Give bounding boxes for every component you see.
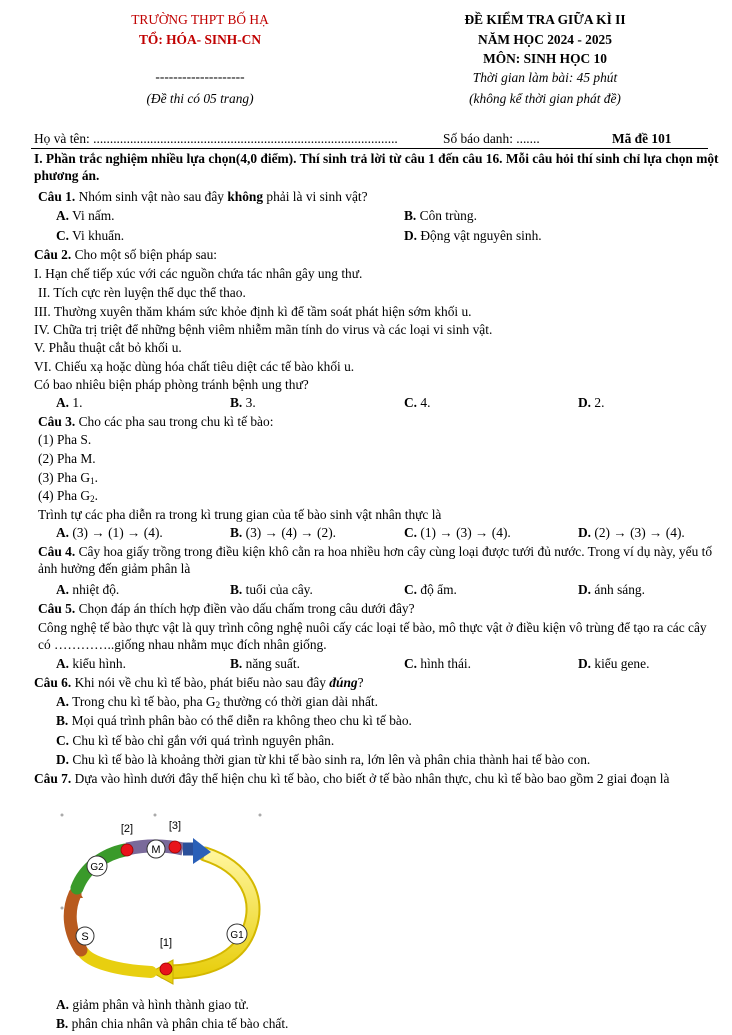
- q4-option-a: A. nhiệt độ.: [56, 582, 120, 597]
- corner-dot: [154, 814, 157, 817]
- phase-s-label: S: [81, 931, 89, 943]
- exam-title: ĐỀ KIỂM TRA GIỮA KÌ II: [464, 12, 626, 27]
- department: TỔ: HÓA- SINH-CN: [138, 32, 261, 47]
- divider-line: [31, 148, 708, 149]
- q2-item: III. Thường xuyên thăm khám sức khỏe định kì để tầm soát phát hiện sớm khối u.: [34, 304, 472, 319]
- corner-dot: [259, 814, 262, 817]
- subject: MÔN: SINH HỌC 10: [483, 51, 607, 66]
- question-7: Câu 7. Dựa vào hình dưới đây thể hiện chu kì tế bào, cho biết ở tế bào nhân thực, chu kì tế bào bao gồm 2 giai đoạn là: [34, 771, 670, 786]
- exam-code: Mã đề 101: [612, 131, 672, 146]
- label-3: [3]: [168, 820, 182, 832]
- q4-option-b: B. tuổi của cây.: [230, 582, 313, 597]
- student-name-field: Họ và tên: ...........................................................................................: [34, 131, 398, 146]
- header-dashes: --------------------: [155, 69, 245, 84]
- g1-arc-tail: [83, 952, 151, 972]
- q3-option-a: A. (3) → (1) → (4).: [56, 525, 163, 540]
- marker-2: [121, 844, 133, 856]
- label-2: [2]: [120, 823, 134, 835]
- q5-option-a: A. kiểu hình.: [56, 656, 126, 671]
- phase-g1-label: G1: [230, 930, 244, 941]
- q5-option-c: C. hình thái.: [404, 656, 471, 671]
- q2-option-d: D. 2.: [578, 395, 605, 410]
- pages-note: (Đề thi có 05 trang): [146, 91, 254, 106]
- cell-cycle-diagram: [55, 812, 270, 987]
- q5-option-b: B. năng suất.: [230, 656, 300, 671]
- duration: Thời gian làm bài: 45 phút: [472, 70, 618, 85]
- q3-item: (4) Pha $G_2$.: [38, 488, 98, 504]
- q2-item: II. Tích cực rèn luyện thể dục thể thao.: [38, 285, 246, 300]
- question-1: Câu 1. Nhóm sinh vật nào sau đây không phải là vi sinh vật?: [38, 189, 368, 204]
- q3-option-b: B. (3) → (4) → (2).: [230, 525, 337, 540]
- q1-option-b: B. Côn trùng.: [404, 208, 477, 223]
- question-4: Câu 4. Cây hoa giấy trồng trong điều kiện khô cằn ra hoa nhiều hơn cây cùng loại được tưới đủ nước. Trong ví dụ này, yếu tố ảnh hưởng đến giảm phân là: [38, 544, 713, 576]
- q1-option-d: D. Động vật nguyên sinh.: [404, 228, 542, 243]
- school-year: NĂM HỌC 2024 - 2025: [478, 32, 612, 47]
- q3-question: Trình tự các pha diễn ra trong kì trung gian của tế bào sinh vật nhân thực là: [38, 507, 442, 522]
- q4-option-c: C. độ ẩm.: [404, 582, 457, 597]
- q2-item: V. Phẫu thuật cắt bỏ khối u.: [34, 340, 182, 355]
- question-6: Câu 6. Khi nói về chu kì tế bào, phát biểu nào sau đây đúng?: [34, 675, 364, 690]
- q3-option-d: D. (2) → (3) → (4).: [578, 525, 685, 540]
- question-5: Câu 5. Chọn đáp án thích hợp điền vào dấu chấm trong câu dưới đây?: [38, 601, 415, 616]
- q2-option-b: B. 3.: [230, 395, 256, 410]
- q6-option-b: B. Mọi quá trình phân bào có thể diễn ra không theo chu kì tế bào.: [56, 713, 412, 728]
- q4-option-d: D. ánh sáng.: [578, 582, 645, 597]
- school-name: TRƯỜNG THPT BỐ HẠ: [131, 12, 269, 27]
- corner-dot: [61, 907, 64, 910]
- q6-option-c: C. Chu kì tế bào chỉ gắn với quá trình nguyên phân.: [56, 733, 335, 748]
- q3-item: (1) Pha S.: [38, 432, 92, 447]
- q2-item: VI. Chiếu xạ hoặc dùng hóa chất tiêu diệt các tế bào khối u.: [34, 359, 355, 374]
- label-1: [1]: [159, 937, 173, 949]
- question-3: Câu 3. Cho các pha sau trong chu kì tế bào:: [38, 414, 274, 429]
- phase-m-label: M: [151, 844, 161, 856]
- q6-option-d: D. Chu kì tế bào là khoảng thời gian từ khi tế bào sinh ra, lớn lên và phân chia thành hai tế bào con.: [56, 752, 591, 767]
- q6-option-a: A. Trong chu kì tế bào, pha $G_2$ thường có thời gian dài nhất.: [56, 694, 378, 710]
- q3-item: (2) Pha M.: [38, 451, 96, 466]
- corner-dot: [61, 814, 64, 817]
- question-2: Câu 2. Cho một số biện pháp sau:: [34, 247, 218, 262]
- section-title: I. Phần trắc nghiệm nhiều lựa chọn(4,0 điểm). Thí sinh trả lời từ câu 1 đến câu 16. Mỗi câu hỏi thí sinh chỉ lựa chọn một phương án.: [34, 151, 719, 183]
- q5-option-d: D. kiểu gene.: [578, 656, 650, 671]
- q1-option-a: A. Vi nấm.: [56, 208, 115, 223]
- student-id-field: Số báo danh: .......: [443, 131, 540, 146]
- phase-g2-label: G2: [90, 862, 104, 873]
- q3-item: (3) Pha $G_1$.: [38, 470, 98, 486]
- q2-question: Có bao nhiêu biện pháp phòng tránh bệnh ung thư?: [34, 377, 309, 392]
- q2-item: I. Hạn chế tiếp xúc với các nguồn chứa tác nhân gây ung thư.: [34, 266, 363, 281]
- q7-option-a: A. giảm phân và hình thành giao tử.: [56, 997, 249, 1012]
- marker-3: [169, 841, 181, 853]
- q3-option-c: C. (1) → (3) → (4).: [404, 525, 511, 540]
- q7-option-b: B. phân chia nhân và phân chia tế bào chất.: [56, 1016, 289, 1031]
- q5-body: Công nghệ tế bào thực vật là quy trình công nghệ nuôi cấy các loại tế bào, mô thực vật ở điều kiện vô trùng để tạo ra các cây có …………..giống nhau nhằm mục đích nhân giống.: [38, 620, 707, 652]
- q2-option-a: A. 1.: [56, 395, 83, 410]
- duration-note: (không kể thời gian phát đề): [469, 91, 621, 106]
- q2-item: IV. Chữa trị triệt để những bệnh viêm nhiễm mãn tính do virus và các loại vi sinh vật.: [34, 322, 493, 337]
- marker-1: [160, 963, 172, 975]
- q2-option-c: C. 4.: [404, 395, 431, 410]
- q1-option-c: C. Vi khuẩn.: [56, 228, 125, 243]
